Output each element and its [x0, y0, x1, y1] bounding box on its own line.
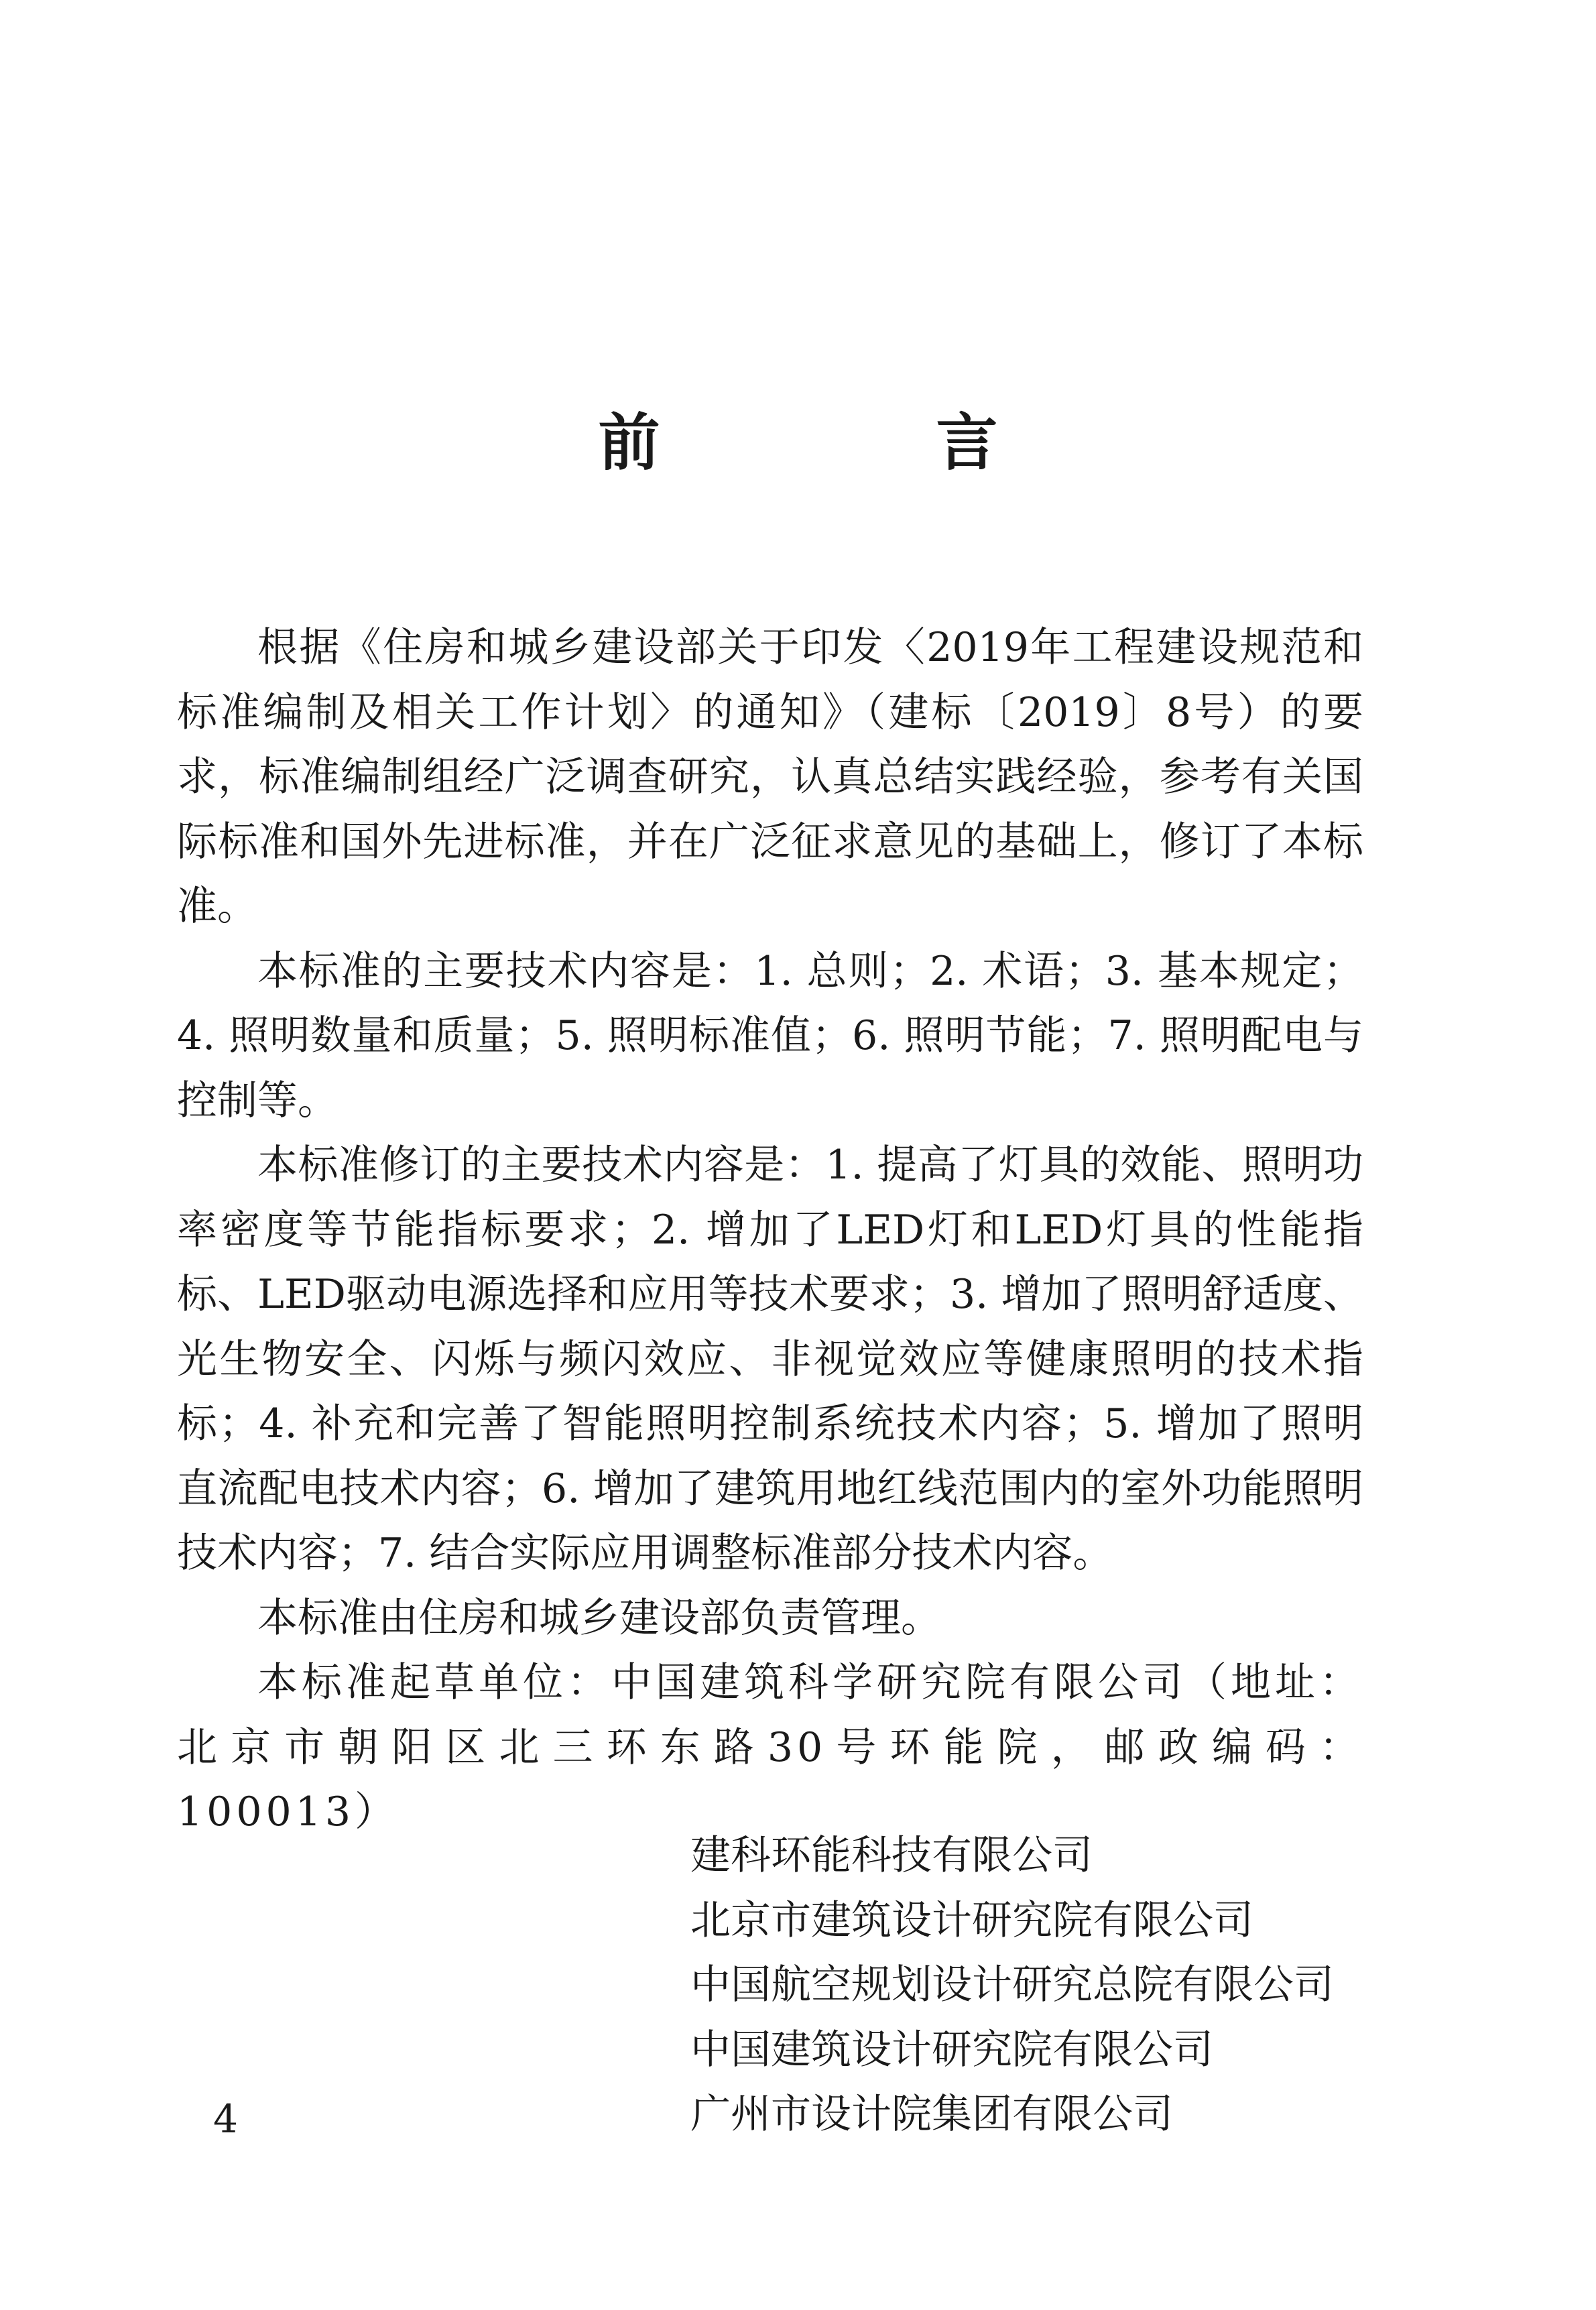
paragraph-management: 本标准由住房和城乡建设部负责管理。 [257, 1594, 941, 1642]
page-number: 4 [213, 2096, 238, 2142]
page-title: 前 言 [598, 406, 1105, 479]
drafting-units-list [690, 1823, 1388, 2147]
paragraph-basis: 根据《住房和城乡建设部关于印发〈2019年工程建设规范和标准编制及相关工作计划〉的通知》（建标〔2019〕8号）的要求，标准编制组经广泛调查研究，认真总结实践经验，参考有关国际标准和国外先进标准，并在广泛征求意见的基础上，修订了本标准。 [177, 624, 1363, 930]
drafting-unit: 中国建筑设计研究院有限公司 [690, 2026, 1213, 2073]
paragraph-main-content: 本标准的主要技术内容是：1. 总则；2. 术语；3. 基本规定；4. 照明数量和质量；5. 照明标准值；6. 照明节能；7. 照明配电与控制等。 [177, 947, 1363, 1124]
drafting-unit: 广州市设计院集团有限公司 [690, 2091, 1173, 2138]
preface-body [177, 615, 1363, 1845]
paragraph-chief-drafter: 本标准起草单位：中国建筑科学研究院有限公司（地址：北京市朝阳区北三环东路30号环能院，邮政编码：100013） [177, 1659, 1363, 1835]
paragraph-revision-content: 本标准修订的主要技术内容是：1. 提高了灯具的效能、照明功率密度等节能指标要求；2. 增加了LED灯和LED灯具的性能指标、LED驱动电源选择和应用等技术要求；3. 增加了照明舒适度、光生物安全、闪烁与频闪效应、非视觉效应等健康照明的技术指标；4. 补充和完善了智能照明控制系统技术内容；5. 增加了照明直流配电技术内容；6. 增加了建筑用地红线范围内的室外功能照明技术内容；7. 结合实际应用调整标准部分技术内容。 [177, 1142, 1363, 1577]
drafting-unit: 建科环能科技有限公司 [690, 1832, 1093, 1879]
drafting-unit: 北京市建筑设计研究院有限公司 [690, 1896, 1253, 1944]
drafting-unit: 中国航空规划设计研究总院有限公司 [690, 1961, 1334, 2008]
